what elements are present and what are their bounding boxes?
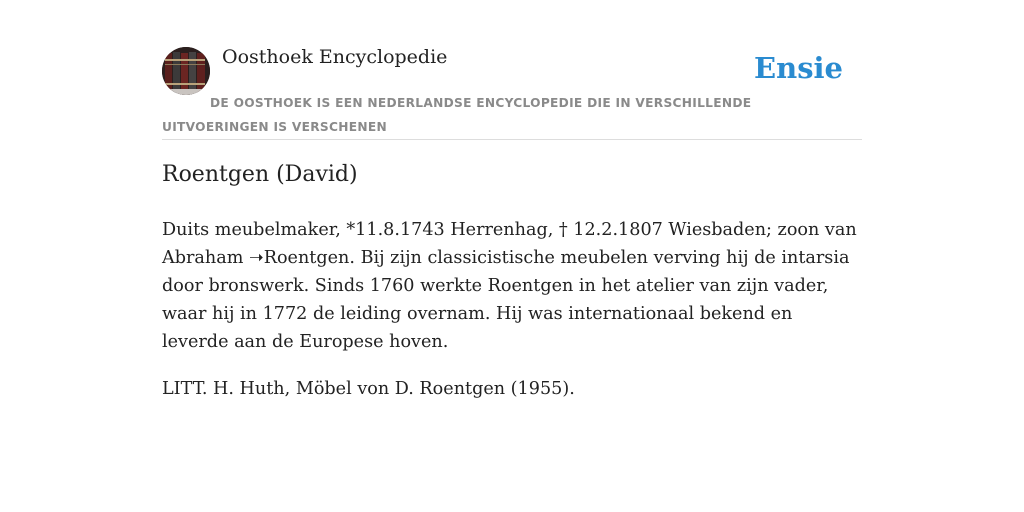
site-tagline: DE OOSTHOEK IS EEN NEDERLANDSE ENCYCLOPEDIE DIE IN VERSCHILLENDE UITVOERINGEN IS VERSCHENEN bbox=[162, 96, 752, 134]
literature-reference: LITT. H. Huth, Möbel von D. Roentgen (1955). bbox=[162, 379, 575, 399]
page bbox=[162, 0, 862, 512]
article-body-text-continued: . Bij zijn classicistische meubelen verving hij de intarsia door bronswerk. Sinds 1760 werkte Roentgen in het atelier van zijn vader, waar hij in 1772 de leiding overnam. Hij was internationaal bekend en leverde aan de Europese hoven. bbox=[162, 248, 850, 352]
roentgen-link[interactable] bbox=[249, 248, 349, 268]
article-body bbox=[162, 216, 862, 356]
arrow-right-icon: ➝ bbox=[248, 248, 264, 268]
article-title: Roentgen (David) bbox=[162, 162, 358, 187]
book-spines-icon[interactable] bbox=[162, 47, 210, 95]
article-body-text: Duits meubelmaker, *11.8.1743 Herrenhag, † 12.2.1807 Wiesbaden; zoon van Abraham bbox=[162, 220, 857, 268]
site-title[interactable]: Oosthoek Encyclopedie bbox=[222, 46, 448, 68]
brand-logo[interactable]: Ensie bbox=[754, 51, 843, 85]
site-header bbox=[162, 0, 862, 140]
roentgen-link-label: Roentgen bbox=[263, 248, 350, 268]
